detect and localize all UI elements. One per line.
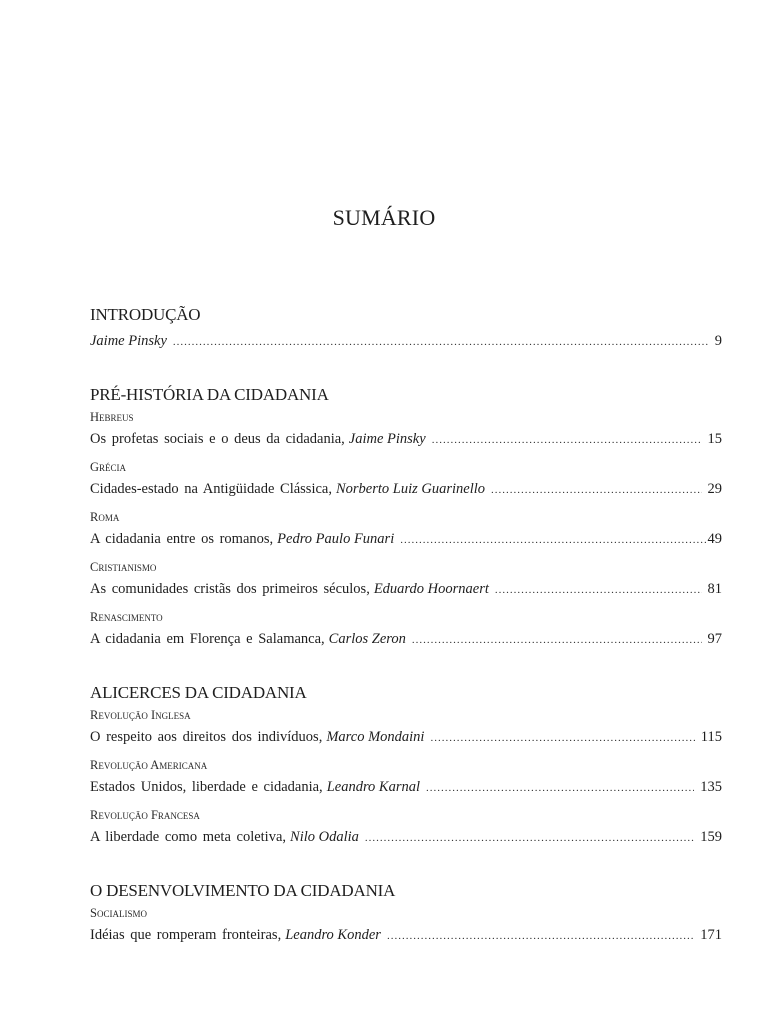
entry-page-number: 29: [707, 481, 722, 497]
entry-title: Cidades-estado na Antigüidade Clássica,: [90, 481, 332, 497]
toc-entry[interactable]: [90, 328, 722, 354]
entry-subheading: Renascimento: [90, 610, 163, 624]
entry-author: Leandro Konder: [285, 927, 381, 943]
toc-entry-line: [90, 526, 722, 552]
toc-section-pre-historia: [90, 382, 722, 652]
toc-entry-line: [90, 576, 722, 602]
toc-entry-line: [90, 626, 722, 652]
toc-entry[interactable]: [90, 904, 722, 948]
table-of-contents: [90, 302, 722, 976]
toc-entry-line: [90, 922, 722, 948]
toc-section-introducao: [90, 302, 722, 354]
entry-page-number: 15: [707, 431, 722, 447]
dot-leader: [495, 577, 702, 603]
toc-entry[interactable]: [90, 806, 722, 850]
toc-entry[interactable]: [90, 756, 722, 800]
section-title: INTRODUÇÃO: [90, 305, 201, 324]
entry-author: Jaime Pinsky: [90, 333, 167, 349]
entry-page-number: 49: [707, 531, 722, 547]
dot-leader: [387, 923, 694, 949]
dot-leader: [173, 329, 709, 355]
entry-page-number: 97: [707, 631, 722, 647]
entry-title: Os profetas sociais e o deus da cidadania,: [90, 431, 345, 447]
entry-author: Jaime Pinsky: [348, 431, 426, 447]
section-title: ALICERCES DA CIDADANIA: [90, 683, 307, 702]
toc-entry[interactable]: [90, 408, 722, 452]
page-title: SUMÁRIO: [332, 205, 436, 230]
toc-section-alicerces: [90, 680, 722, 850]
toc-entry-line: [90, 476, 722, 502]
toc-entry[interactable]: [90, 558, 722, 602]
entry-subheading: Hebreus: [90, 410, 134, 424]
dot-leader: [491, 477, 701, 503]
toc-entry-line: [90, 824, 722, 850]
entry-author: Norberto Luiz Guarinello: [335, 481, 486, 497]
entry-title: Idéias que romperam fronteiras,: [90, 927, 282, 943]
section-title: PRÉ-HISTÓRIA DA CIDADANIA: [90, 385, 329, 404]
dot-leader: [412, 627, 702, 653]
toc-entry-line: [90, 426, 722, 452]
entry-page-number: 9: [714, 333, 722, 349]
entry-subheading: Roma: [90, 510, 120, 524]
entry-title: A cidadania em Florença e Salamanca,: [90, 631, 325, 647]
dot-leader: [426, 775, 694, 801]
entry-subheading: Revolução Americana: [90, 758, 208, 772]
dot-leader: [400, 527, 707, 553]
entry-page-number: 115: [700, 729, 722, 745]
dot-leader: [365, 825, 694, 851]
entry-title: A liberdade como meta coletiva,: [90, 829, 287, 845]
toc-section-desenvolvimento: [90, 878, 722, 948]
toc-entry[interactable]: [90, 608, 722, 652]
entry-subheading: Socialismo: [90, 906, 147, 920]
toc-entry-line: [90, 328, 722, 354]
entry-author: Pedro Paulo Funari: [277, 531, 395, 547]
entry-subheading: Grécia: [90, 460, 127, 474]
entry-title: A cidadania entre os romanos,: [90, 531, 274, 547]
entry-title: O respeito aos direitos dos indivíduos,: [90, 729, 323, 745]
toc-entry[interactable]: [90, 508, 722, 552]
toc-entry[interactable]: [90, 706, 722, 750]
entry-author: Nilo Odalia: [290, 829, 359, 845]
entry-subheading: Revolução Inglesa: [90, 708, 191, 722]
entry-page-number: 135: [700, 779, 722, 795]
toc-entry[interactable]: [90, 458, 722, 502]
entry-subheading: Cristianismo: [90, 560, 157, 574]
toc-entry-line: [90, 724, 722, 750]
entry-author: Carlos Zeron: [328, 631, 406, 647]
entry-author: Eduardo Hoornaert: [373, 581, 489, 597]
entry-subheading: Revolução Francesa: [90, 808, 200, 822]
entry-page-number: 159: [700, 829, 722, 845]
dot-leader: [432, 427, 702, 453]
entry-author: Marco Mondaini: [326, 729, 425, 745]
entry-author: Leandro Karnal: [326, 779, 421, 795]
entry-page-number: 171: [700, 927, 722, 943]
dot-leader: [430, 725, 694, 751]
entry-page-number: 81: [707, 581, 722, 597]
entry-title: As comunidades cristãs dos primeiros séculos,: [90, 581, 370, 597]
toc-entry-line: [90, 774, 722, 800]
section-title: O DESENVOLVIMENTO DA CIDADANIA: [90, 881, 396, 900]
entry-title: Estados Unidos, liberdade e cidadania,: [90, 779, 323, 795]
